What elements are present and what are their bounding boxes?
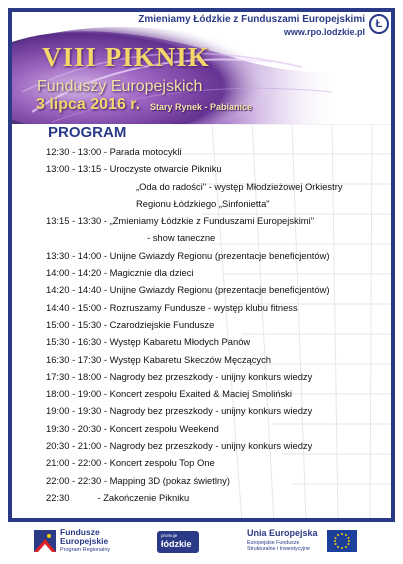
lodz-big-text: łódzkie [161,539,192,549]
schedule-row [46,195,386,212]
lodz-small-text: promuje [161,533,178,538]
schedule-row-text: 22:30 [46,491,70,503]
schedule-row [46,368,386,385]
schedule-row [46,178,386,195]
schedule-row-text: 13:30 - 14:00 - Unijne Gwiazdy Regionu (prezentacje beneficjentów) [46,249,330,261]
event-title: VIII PIKNIK [42,42,210,72]
program-heading: PROGRAM [48,124,127,141]
schedule-row-text: 14:00 - 14:20 - Magicznie dla dzieci [46,267,194,279]
schedule-row [46,420,386,437]
schedule-row [46,333,386,350]
schedule-row-text: 14:20 - 14:40 - Unijne Gwiazdy Regionu (prezentacje beneficjentów) [46,284,330,296]
footer-logos [0,522,403,564]
fe-line2: Europejskie [60,536,109,546]
schedule-row [46,472,386,489]
schedule-row [46,281,386,298]
schedule-row-text: 14:40 - 15:00 - Rozruszamy Fundusze - występ klubu fitness [46,301,298,313]
lodzkie-promo-logo [157,531,199,553]
schedule-row-text: 19:00 - 19:30 - Nagrody bez przeszkody - unijny konkurs wiedzy [46,405,313,417]
header-banner [12,12,391,124]
fe-star-icon [34,530,56,552]
poster [8,8,395,522]
fe-line3: Program Regionalny [60,547,111,553]
website-url[interactable]: www.rpo.lodzkie.pl [283,27,365,37]
schedule-row [46,437,386,454]
fe-line1: Fundusze [60,527,100,537]
schedule-row-text: 21:00 - 22:00 - Koncert zespołu Top One [46,457,215,469]
schedule-row [46,212,386,229]
schedule-row-text: 19:30 - 20:30 - Koncert zespołu Weekend [46,422,219,434]
program-schedule [46,143,386,506]
schedule-row [46,454,386,471]
schedule-row [46,316,386,333]
ue-line1: Europejskie Fundusze [247,540,300,546]
tagline: Zmieniamy Łódzkie z Funduszami Europejskimi [138,14,365,25]
fundusze-europejskie-logo [34,528,154,558]
schedule-row-text: 15:00 - 15:30 - Czarodziejskie Fundusze [46,318,215,330]
eu-flag-icon [327,530,357,552]
ue-line2: Strukturalne i Inwestycyjne [247,546,311,552]
unia-europejska-logo [247,528,369,558]
schedule-row [46,143,386,160]
schedule-row [46,247,386,264]
schedule-row-text: Regionu Łódzkiego „Sinfonietta" [136,197,270,209]
schedule-row-text: 15:30 - 16:30 - Występ Kabaretu Młodych Panów [46,336,251,348]
schedule-row [46,489,386,506]
schedule-row-text: - Zakończenie Pikniku [97,491,190,503]
schedule-row [46,351,386,368]
schedule-row-text: - show taneczne [147,232,216,244]
event-subtitle: Funduszy Europejskich [37,78,203,95]
schedule-row-text: 22:00 - 22:30 - Mapping 3D (pokaz świetlny) [46,474,230,486]
schedule-row [46,160,386,177]
schedule-row-text: 12:30 - 13:00 - Parada motocykli [46,146,182,157]
schedule-row-text: „Oda do radości" - występ Młodzieżowej Orkiestry [136,180,343,192]
schedule-row-text: 18:00 - 19:00 - Koncert zespołu Exaited & Maciej Smoliński [46,388,292,400]
schedule-row-text: 17:30 - 18:00 - Nagrody bez przeszkody - unijny konkurs wiedzy [46,370,313,382]
lodzkie-logo-icon: Ł [369,14,389,34]
schedule-row [46,402,386,419]
ue-title: Unia Europejska [247,528,318,538]
schedule-row [46,299,386,316]
schedule-row-text: 13:15 - 13:30 - „Zmieniamy Łódzkie z Funduszami Europejskimi" [46,215,315,227]
schedule-row-text: 20:30 - 21:00 - Nagrody bez przeszkody - unijny konkurs wiedzy [46,440,313,452]
schedule-row-text: 16:30 - 17:30 - Występ Kabaretu Skeczów Męczących [46,353,272,365]
schedule-row [46,385,386,402]
schedule-row [46,229,386,246]
event-date: 3 lipca 2016 r. [36,96,141,113]
event-place: Stary Rynek - Pabianice [150,102,253,112]
schedule-row-text: 13:00 - 13:15 - Uroczyste otwarcie Pikniku [46,163,222,175]
schedule-row [46,264,386,281]
